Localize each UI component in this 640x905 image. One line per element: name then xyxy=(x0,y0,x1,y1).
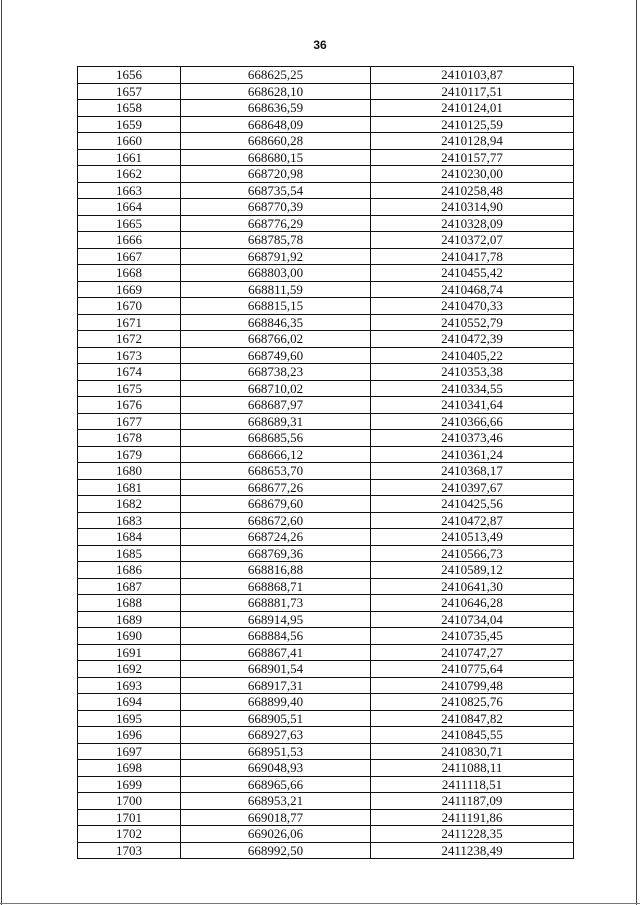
table-row xyxy=(78,562,574,579)
x-coordinate-cell: 668791,92 xyxy=(181,248,371,265)
table-row xyxy=(78,743,574,760)
y-coordinate-cell: 2410128,94 xyxy=(371,133,574,150)
point-number-cell: 1659 xyxy=(78,116,181,133)
table-row xyxy=(78,430,574,447)
x-coordinate-cell: 668677,26 xyxy=(181,479,371,496)
point-number-cell: 1677 xyxy=(78,413,181,430)
point-number-cell: 1690 xyxy=(78,628,181,645)
table-row xyxy=(78,694,574,711)
point-number-cell: 1689 xyxy=(78,611,181,628)
x-coordinate-cell: 668738,23 xyxy=(181,364,371,381)
table-row xyxy=(78,232,574,249)
y-coordinate-cell: 2410103,87 xyxy=(371,67,574,84)
y-coordinate-cell: 2410847,82 xyxy=(371,710,574,727)
point-number-cell: 1669 xyxy=(78,281,181,298)
y-coordinate-cell: 2410328,09 xyxy=(371,215,574,232)
coordinates-table-body xyxy=(78,67,574,859)
y-coordinate-cell: 2410353,38 xyxy=(371,364,574,381)
x-coordinate-cell: 668917,31 xyxy=(181,677,371,694)
x-coordinate-cell: 668769,36 xyxy=(181,545,371,562)
x-coordinate-cell: 668666,12 xyxy=(181,446,371,463)
x-coordinate-cell: 668816,88 xyxy=(181,562,371,579)
x-coordinate-cell: 668680,15 xyxy=(181,149,371,166)
x-coordinate-cell: 668901,54 xyxy=(181,661,371,678)
point-number-cell: 1681 xyxy=(78,479,181,496)
table-row xyxy=(78,496,574,513)
point-number-cell: 1665 xyxy=(78,215,181,232)
point-number-cell: 1686 xyxy=(78,562,181,579)
coordinates-table xyxy=(77,66,574,859)
table-row xyxy=(78,463,574,480)
y-coordinate-cell: 2410799,48 xyxy=(371,677,574,694)
y-coordinate-cell: 2410747,27 xyxy=(371,644,574,661)
y-coordinate-cell: 2410470,33 xyxy=(371,298,574,315)
x-coordinate-cell: 668679,60 xyxy=(181,496,371,513)
y-coordinate-cell: 2410334,55 xyxy=(371,380,574,397)
y-coordinate-cell: 2411118,51 xyxy=(371,776,574,793)
table-row xyxy=(78,248,574,265)
x-coordinate-cell: 668815,15 xyxy=(181,298,371,315)
y-coordinate-cell: 2410646,28 xyxy=(371,595,574,612)
point-number-cell: 1698 xyxy=(78,760,181,777)
x-coordinate-cell: 668785,78 xyxy=(181,232,371,249)
y-coordinate-cell: 2410372,07 xyxy=(371,232,574,249)
x-coordinate-cell: 668710,02 xyxy=(181,380,371,397)
point-number-cell: 1671 xyxy=(78,314,181,331)
x-coordinate-cell: 668653,70 xyxy=(181,463,371,480)
table-row xyxy=(78,710,574,727)
table-row xyxy=(78,446,574,463)
point-number-cell: 1675 xyxy=(78,380,181,397)
y-coordinate-cell: 2410775,64 xyxy=(371,661,574,678)
point-number-cell: 1703 xyxy=(78,842,181,859)
x-coordinate-cell: 668965,66 xyxy=(181,776,371,793)
x-coordinate-cell: 668672,60 xyxy=(181,512,371,529)
y-coordinate-cell: 2410589,12 xyxy=(371,562,574,579)
x-coordinate-cell: 668749,60 xyxy=(181,347,371,364)
table-row xyxy=(78,281,574,298)
table-row xyxy=(78,182,574,199)
x-coordinate-cell: 668905,51 xyxy=(181,710,371,727)
point-number-cell: 1683 xyxy=(78,512,181,529)
y-coordinate-cell: 2410845,55 xyxy=(371,727,574,744)
x-coordinate-cell: 669026,06 xyxy=(181,826,371,843)
table-row xyxy=(78,133,574,150)
point-number-cell: 1662 xyxy=(78,166,181,183)
y-coordinate-cell: 2410641,30 xyxy=(371,578,574,595)
x-coordinate-cell: 669018,77 xyxy=(181,809,371,826)
point-number-cell: 1656 xyxy=(78,67,181,84)
table-row xyxy=(78,793,574,810)
table-row xyxy=(78,661,574,678)
y-coordinate-cell: 2410117,51 xyxy=(371,83,574,100)
y-coordinate-cell: 2410455,42 xyxy=(371,265,574,282)
point-number-cell: 1667 xyxy=(78,248,181,265)
x-coordinate-cell: 668685,56 xyxy=(181,430,371,447)
x-coordinate-cell: 669048,93 xyxy=(181,760,371,777)
table-row xyxy=(78,479,574,496)
y-coordinate-cell: 2411187,09 xyxy=(371,793,574,810)
table-row xyxy=(78,215,574,232)
point-number-cell: 1697 xyxy=(78,743,181,760)
table-row xyxy=(78,331,574,348)
point-number-cell: 1696 xyxy=(78,727,181,744)
y-coordinate-cell: 2411238,49 xyxy=(371,842,574,859)
x-coordinate-cell: 668648,09 xyxy=(181,116,371,133)
point-number-cell: 1695 xyxy=(78,710,181,727)
point-number-cell: 1678 xyxy=(78,430,181,447)
x-coordinate-cell: 668846,35 xyxy=(181,314,371,331)
point-number-cell: 1661 xyxy=(78,149,181,166)
x-coordinate-cell: 668992,50 xyxy=(181,842,371,859)
table-row xyxy=(78,727,574,744)
y-coordinate-cell: 2410425,56 xyxy=(371,496,574,513)
point-number-cell: 1674 xyxy=(78,364,181,381)
y-coordinate-cell: 2410361,24 xyxy=(371,446,574,463)
y-coordinate-cell: 2410368,17 xyxy=(371,463,574,480)
y-coordinate-cell: 2410566,73 xyxy=(371,545,574,562)
y-coordinate-cell: 2410472,87 xyxy=(371,512,574,529)
table-row xyxy=(78,116,574,133)
table-row xyxy=(78,677,574,694)
y-coordinate-cell: 2410341,64 xyxy=(371,397,574,414)
y-coordinate-cell: 2410124,01 xyxy=(371,100,574,117)
y-coordinate-cell: 2410230,00 xyxy=(371,166,574,183)
point-number-cell: 1684 xyxy=(78,529,181,546)
x-coordinate-cell: 668899,40 xyxy=(181,694,371,711)
x-coordinate-cell: 668914,95 xyxy=(181,611,371,628)
table-row xyxy=(78,809,574,826)
y-coordinate-cell: 2411088,11 xyxy=(371,760,574,777)
point-number-cell: 1682 xyxy=(78,496,181,513)
page-edge-left xyxy=(1,0,2,905)
x-coordinate-cell: 668811,59 xyxy=(181,281,371,298)
table-row xyxy=(78,545,574,562)
point-number-cell: 1657 xyxy=(78,83,181,100)
y-coordinate-cell: 2410373,46 xyxy=(371,430,574,447)
point-number-cell: 1693 xyxy=(78,677,181,694)
x-coordinate-cell: 668636,59 xyxy=(181,100,371,117)
y-coordinate-cell: 2410417,78 xyxy=(371,248,574,265)
table-row xyxy=(78,413,574,430)
y-coordinate-cell: 2410468,74 xyxy=(371,281,574,298)
y-coordinate-cell: 2411191,86 xyxy=(371,809,574,826)
x-coordinate-cell: 668660,28 xyxy=(181,133,371,150)
point-number-cell: 1673 xyxy=(78,347,181,364)
x-coordinate-cell: 668868,71 xyxy=(181,578,371,595)
page-edge-bottom xyxy=(0,903,640,904)
y-coordinate-cell: 2410397,67 xyxy=(371,479,574,496)
table-row xyxy=(78,364,574,381)
x-coordinate-cell: 668720,98 xyxy=(181,166,371,183)
point-number-cell: 1680 xyxy=(78,463,181,480)
y-coordinate-cell: 2411228,35 xyxy=(371,826,574,843)
x-coordinate-cell: 668735,54 xyxy=(181,182,371,199)
x-coordinate-cell: 668770,39 xyxy=(181,199,371,216)
x-coordinate-cell: 668951,53 xyxy=(181,743,371,760)
table-row xyxy=(78,83,574,100)
y-coordinate-cell: 2410552,79 xyxy=(371,314,574,331)
point-number-cell: 1691 xyxy=(78,644,181,661)
x-coordinate-cell: 668953,21 xyxy=(181,793,371,810)
point-number-cell: 1688 xyxy=(78,595,181,612)
point-number-cell: 1660 xyxy=(78,133,181,150)
x-coordinate-cell: 668625,25 xyxy=(181,67,371,84)
table-row xyxy=(78,512,574,529)
point-number-cell: 1672 xyxy=(78,331,181,348)
point-number-cell: 1658 xyxy=(78,100,181,117)
point-number-cell: 1687 xyxy=(78,578,181,595)
table-row xyxy=(78,529,574,546)
table-row xyxy=(78,67,574,84)
x-coordinate-cell: 668927,63 xyxy=(181,727,371,744)
x-coordinate-cell: 668776,29 xyxy=(181,215,371,232)
point-number-cell: 1668 xyxy=(78,265,181,282)
x-coordinate-cell: 668803,00 xyxy=(181,265,371,282)
page-edge-right xyxy=(636,0,637,905)
y-coordinate-cell: 2410258,48 xyxy=(371,182,574,199)
x-coordinate-cell: 668724,26 xyxy=(181,529,371,546)
y-coordinate-cell: 2410825,76 xyxy=(371,694,574,711)
table-row xyxy=(78,644,574,661)
table-row xyxy=(78,149,574,166)
point-number-cell: 1694 xyxy=(78,694,181,711)
y-coordinate-cell: 2410125,59 xyxy=(371,116,574,133)
y-coordinate-cell: 2410405,22 xyxy=(371,347,574,364)
y-coordinate-cell: 2410366,66 xyxy=(371,413,574,430)
point-number-cell: 1670 xyxy=(78,298,181,315)
y-coordinate-cell: 2410472,39 xyxy=(371,331,574,348)
x-coordinate-cell: 668884,56 xyxy=(181,628,371,645)
point-number-cell: 1692 xyxy=(78,661,181,678)
table-row xyxy=(78,397,574,414)
x-coordinate-cell: 668689,31 xyxy=(181,413,371,430)
y-coordinate-cell: 2410735,45 xyxy=(371,628,574,645)
table-row xyxy=(78,100,574,117)
point-number-cell: 1700 xyxy=(78,793,181,810)
table-row xyxy=(78,842,574,859)
table-row xyxy=(78,199,574,216)
table-row xyxy=(78,265,574,282)
table-row xyxy=(78,166,574,183)
y-coordinate-cell: 2410734,04 xyxy=(371,611,574,628)
x-coordinate-cell: 668766,02 xyxy=(181,331,371,348)
table-row xyxy=(78,347,574,364)
table-row xyxy=(78,314,574,331)
table-row xyxy=(78,826,574,843)
x-coordinate-cell: 668628,10 xyxy=(181,83,371,100)
page-number: 36 xyxy=(313,38,327,52)
table-row xyxy=(78,628,574,645)
table-row xyxy=(78,578,574,595)
point-number-cell: 1699 xyxy=(78,776,181,793)
y-coordinate-cell: 2410157,77 xyxy=(371,149,574,166)
y-coordinate-cell: 2410830,71 xyxy=(371,743,574,760)
point-number-cell: 1676 xyxy=(78,397,181,414)
y-coordinate-cell: 2410314,90 xyxy=(371,199,574,216)
table-row xyxy=(78,611,574,628)
point-number-cell: 1701 xyxy=(78,809,181,826)
point-number-cell: 1685 xyxy=(78,545,181,562)
x-coordinate-cell: 668881,73 xyxy=(181,595,371,612)
point-number-cell: 1679 xyxy=(78,446,181,463)
point-number-cell: 1664 xyxy=(78,199,181,216)
x-coordinate-cell: 668867,41 xyxy=(181,644,371,661)
table-row xyxy=(78,776,574,793)
point-number-cell: 1666 xyxy=(78,232,181,249)
point-number-cell: 1663 xyxy=(78,182,181,199)
table-row xyxy=(78,380,574,397)
table-row xyxy=(78,298,574,315)
table-row xyxy=(78,595,574,612)
table-row xyxy=(78,760,574,777)
y-coordinate-cell: 2410513,49 xyxy=(371,529,574,546)
point-number-cell: 1702 xyxy=(78,826,181,843)
x-coordinate-cell: 668687,97 xyxy=(181,397,371,414)
